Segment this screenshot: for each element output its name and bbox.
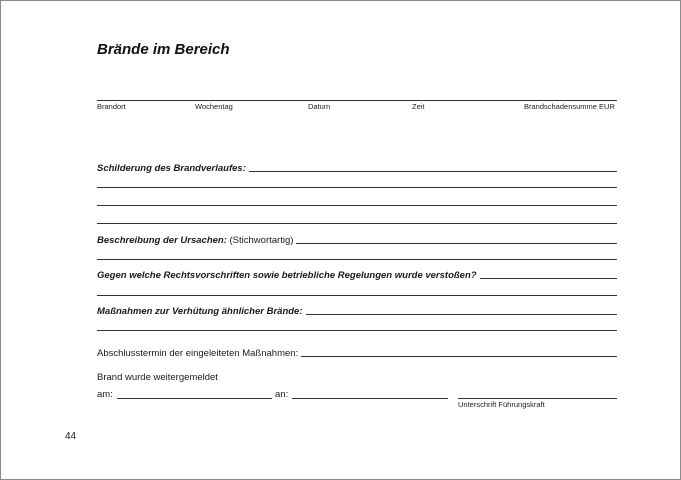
- abschlusstermin-label: Abschlusstermin der eingeleiteten Maßnahmen:: [97, 348, 299, 359]
- schilderung-label: Schilderung des Brandverlaufes:: [97, 163, 246, 174]
- am-field[interactable]: [117, 398, 272, 399]
- beschreibung-line-2[interactable]: [97, 259, 617, 260]
- an-label: an:: [275, 389, 289, 400]
- signature-field[interactable]: [458, 398, 617, 399]
- schilderung-line-4[interactable]: [97, 223, 617, 224]
- label-brandort: Brandort: [97, 102, 126, 111]
- schilderung-field[interactable]: [249, 171, 617, 172]
- label-brandschadensumme: Brandschadensumme EUR: [524, 102, 615, 111]
- schilderung-line-2[interactable]: [97, 187, 617, 188]
- beschreibung-hint: (Stichwortartig): [229, 235, 294, 246]
- schilderung-row: [97, 160, 617, 174]
- am-label: am:: [97, 389, 113, 400]
- label-datum: Datum: [308, 102, 331, 111]
- schilderung-line-3[interactable]: [97, 205, 617, 206]
- beschreibung-row: [97, 232, 617, 246]
- label-wochentag: Wochentag: [195, 102, 233, 111]
- label-zeit: Zeit: [412, 102, 425, 111]
- massnahmen-field[interactable]: [306, 314, 617, 315]
- an-field[interactable]: [292, 398, 448, 399]
- rechtsvorschriften-field[interactable]: [480, 278, 617, 279]
- abschlusstermin-field[interactable]: [301, 356, 617, 357]
- massnahmen-label: Maßnahmen zur Verhütung ähnlicher Brände:: [97, 306, 303, 317]
- massnahmen-line-2[interactable]: [97, 330, 617, 331]
- rechtsvorschriften-line-2[interactable]: [97, 295, 617, 296]
- weitergemeldet-label: Brand wurde weitergemeldet: [97, 372, 218, 383]
- abschlusstermin-row: [97, 345, 617, 359]
- beschreibung-label-bold: Beschreibung der Ursachen:: [97, 235, 227, 246]
- rechtsvorschriften-label: Gegen welche Rechtsvorschriften sowie betriebliche Regelungen wurde verstoßen?: [97, 270, 477, 281]
- massnahmen-row: [97, 303, 617, 317]
- beschreibung-field[interactable]: [296, 243, 617, 244]
- page-title: Brände im Bereich: [97, 41, 230, 58]
- page-number: 44: [65, 431, 77, 442]
- header-fields-line[interactable]: [97, 100, 617, 101]
- signature-caption: Unterschrift Führungskraft: [458, 400, 545, 409]
- rechtsvorschriften-row: [97, 267, 617, 281]
- beschreibung-label: [97, 235, 296, 246]
